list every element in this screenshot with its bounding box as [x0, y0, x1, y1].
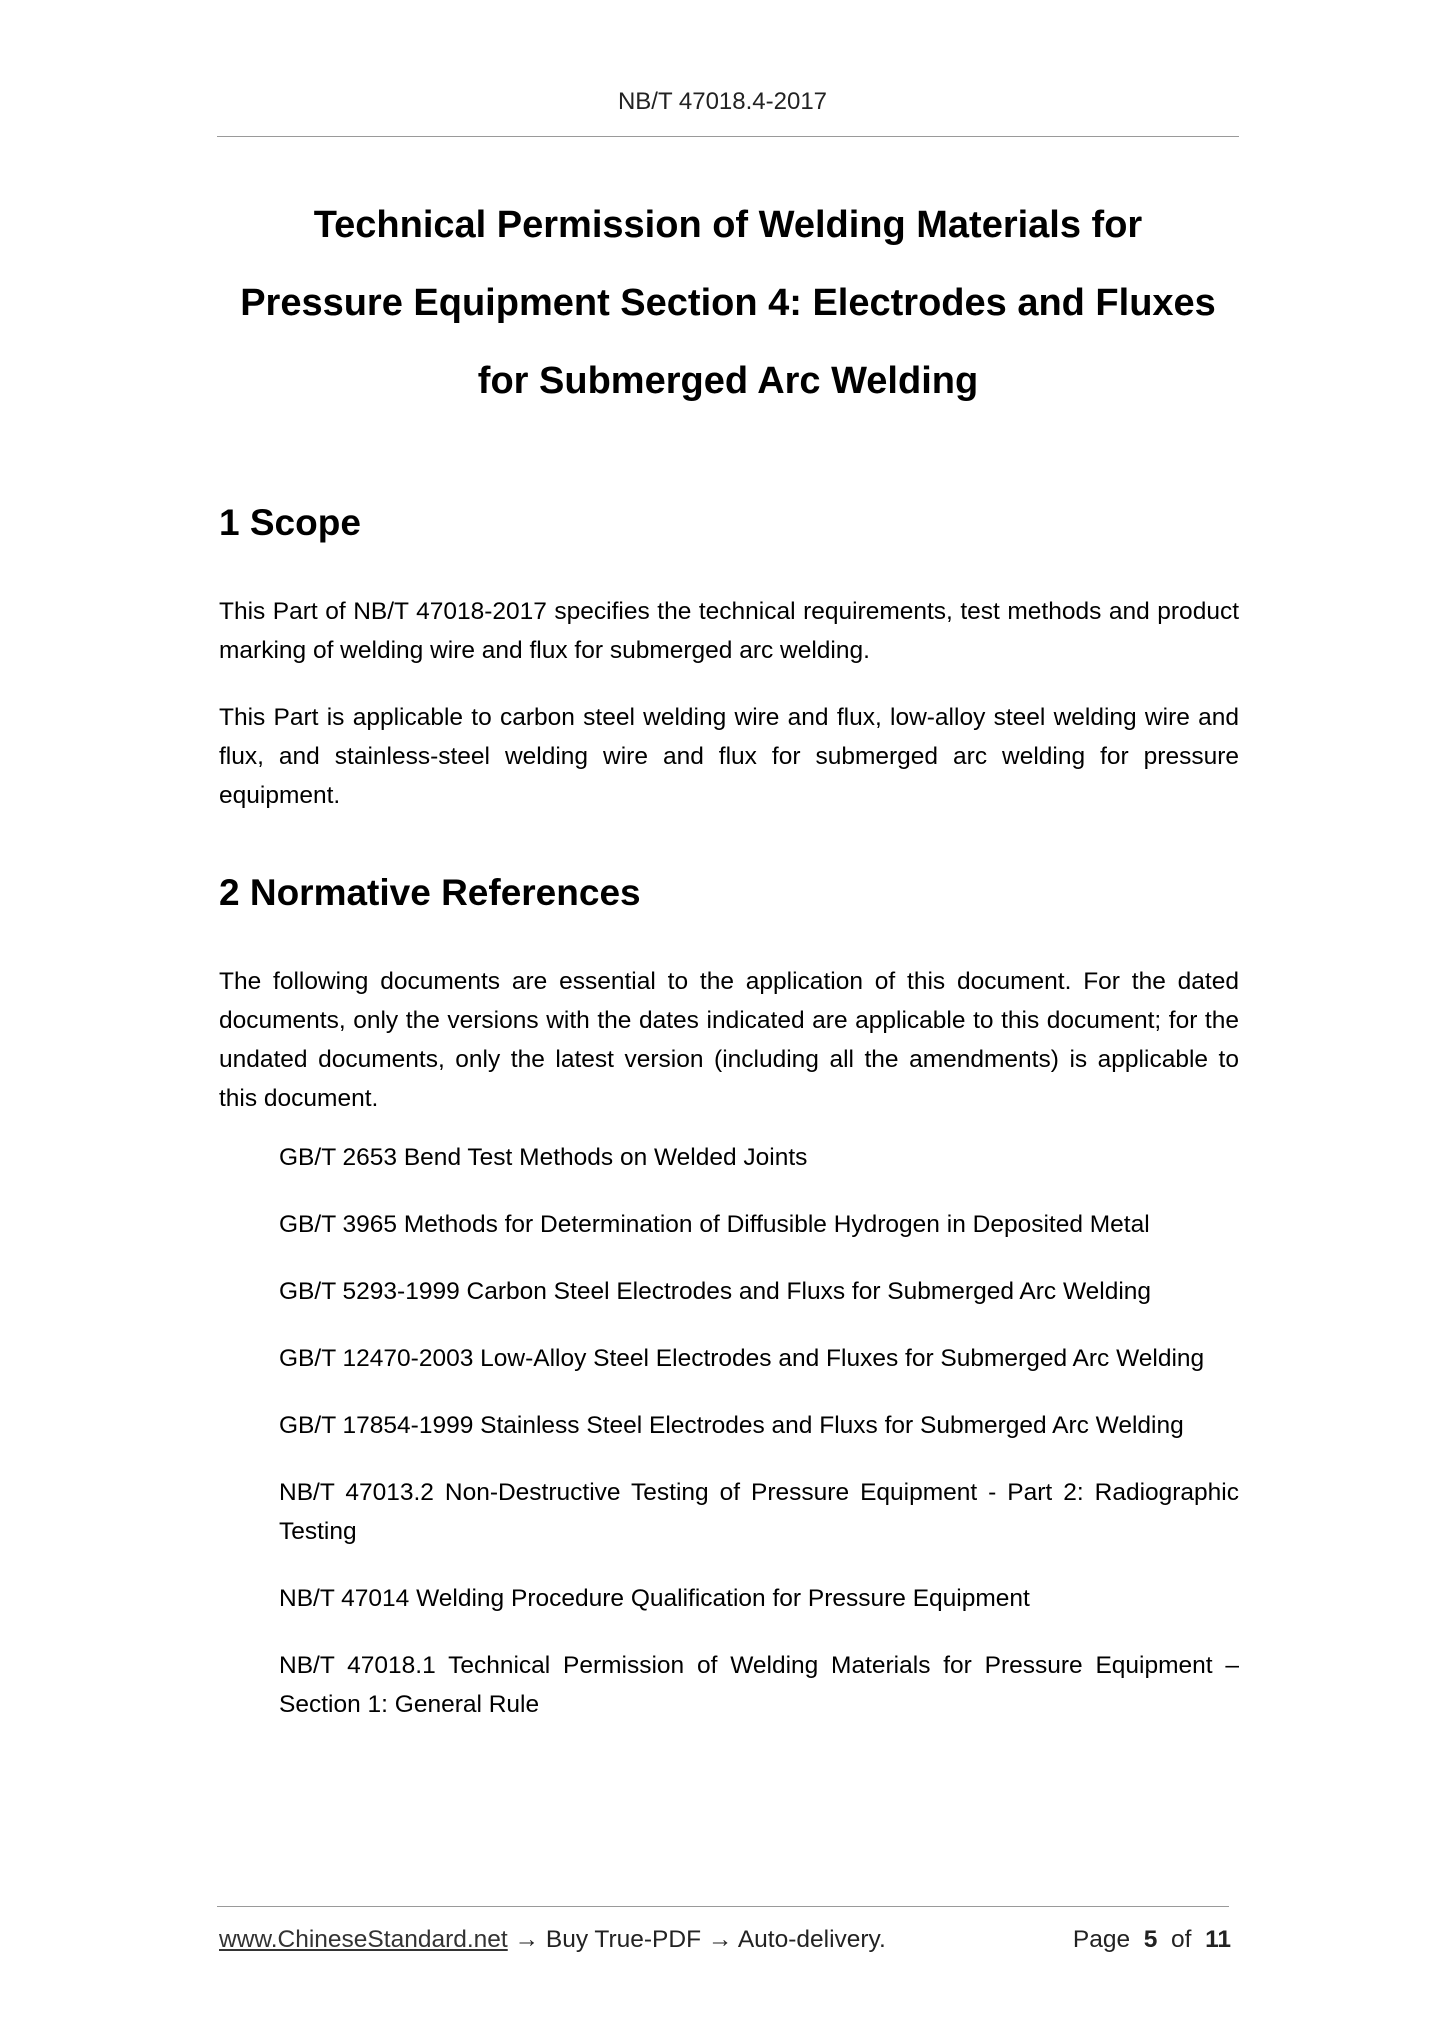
footer-divider	[217, 1906, 1229, 1907]
title-line-3: for Submerged Arc Welding	[477, 360, 979, 402]
reference-item: GB/T 12470-2003 Low-Alloy Steel Electrodes and Fluxes for Submerged Arc Welding	[279, 1345, 1205, 1372]
page-label: Page	[1072, 1926, 1131, 1953]
reference-list	[279, 1138, 1239, 1752]
page-number	[1073, 1922, 1231, 1958]
reference-item: GB/T 2653 Bend Test Methods on Welded Joints	[279, 1144, 808, 1171]
reference-item: GB/T 5293-1999 Carbon Steel Electrodes and Fluxs for Submerged Arc Welding	[279, 1278, 1152, 1305]
header-divider	[217, 136, 1239, 137]
reference-item: NB/T 47018.1 Technical Permission of Welding Materials for Pressure Equipment – Section 1: General Rule	[279, 1652, 1239, 1718]
page-footer	[219, 1922, 1231, 1958]
reference-item: NB/T 47014 Welding Procedure Qualification for Pressure Equipment	[279, 1585, 1030, 1612]
website-link[interactable]: www.ChineseStandard.net	[219, 1926, 508, 1953]
reference-item: NB/T 47013.2 Non-Destructive Testing of Pressure Equipment - Part 2: Radiographic Testing	[279, 1479, 1239, 1545]
normative-references-heading: 2 Normative References	[219, 872, 641, 913]
page-current: 5	[1143, 1926, 1158, 1953]
page-of-label: of	[1171, 1926, 1192, 1953]
page-total: 11	[1205, 1926, 1231, 1953]
normative-references-intro: The following documents are essential to the application of this document. For the dated documents, only the versions with the dates indicated are applicable to this document; for the undated documents, only the latest version (including all the amendments) is applicable to this document.	[219, 968, 1239, 1112]
scope-paragraph-1: This Part of NB/T 47018-2017 specifies the technical requirements, test methods and product marking of welding wire and flux for submerged arc welding.	[219, 598, 1239, 664]
title-line-1: Technical Permission of Welding Materials for	[313, 204, 1143, 246]
scope-paragraph-2: This Part is applicable to carbon steel welding wire and flux, low-alloy steel welding wire and flux, and stainless-steel welding wire and flux for submerged arc welding for pressure equipment.	[219, 704, 1239, 809]
reference-item: GB/T 17854-1999 Stainless Steel Electrodes and Fluxs for Submerged Arc Welding	[279, 1412, 1184, 1439]
footer-tagline: → Buy True-PDF → Auto-delivery.	[507, 1926, 886, 1953]
reference-item: GB/T 3965 Methods for Determination of Diffusible Hydrogen in Deposited Metal	[279, 1211, 1150, 1238]
title-line-2: Pressure Equipment Section 4: Electrodes and Fluxes	[240, 282, 1216, 324]
scope-heading: 1 Scope	[219, 502, 361, 543]
document-title	[217, 186, 1239, 420]
document-code-header: NB/T 47018.4-2017	[617, 88, 828, 115]
